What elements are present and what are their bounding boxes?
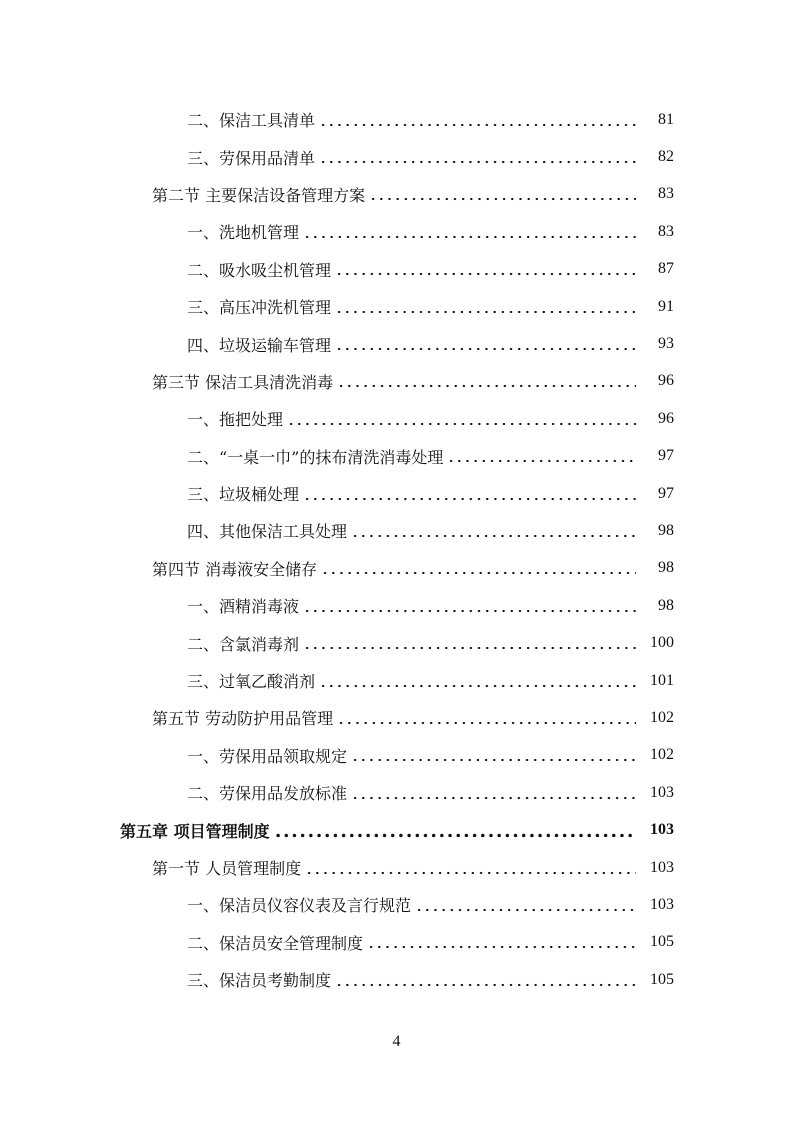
toc-entry-title: 一、酒精消毒液	[187, 597, 300, 617]
toc-entry-title: 第三节 保洁工具清洗消毒	[152, 372, 334, 392]
dot-leader	[351, 534, 636, 538]
dot-leader	[303, 497, 636, 501]
dot-leader	[319, 160, 636, 164]
dot-leader	[351, 758, 636, 762]
dot-leader	[319, 123, 636, 127]
toc-entry[interactable]	[0, 699, 793, 736]
toc-entry-page: 103	[650, 821, 674, 839]
toc-entry-page: 103	[650, 895, 674, 913]
toc-entry-title: 二、劳保用品发放标准	[187, 784, 348, 804]
page-number: 4	[392, 1033, 401, 1050]
dot-leader	[274, 833, 636, 838]
toc-entry[interactable]	[0, 811, 793, 848]
toc-entry-page: 91	[658, 297, 674, 315]
toc-entry-title: 二、保洁员安全管理制度	[187, 933, 364, 953]
toc-entry-page: 82	[658, 148, 674, 166]
toc-entry-page: 98	[658, 596, 674, 614]
toc-entry[interactable]	[0, 624, 793, 661]
dot-leader	[337, 721, 636, 725]
toc-entry-page: 83	[658, 185, 674, 203]
toc-entry-title: 四、垃圾运输车管理	[187, 335, 332, 355]
toc-entry-title: 三、保洁员考勤制度	[187, 971, 332, 991]
toc-entry[interactable]	[0, 138, 793, 175]
toc-entry[interactable]	[0, 363, 793, 400]
toc-entry[interactable]	[0, 512, 793, 549]
dot-leader	[303, 235, 636, 239]
toc-entry[interactable]	[0, 438, 793, 475]
toc-entry[interactable]	[0, 325, 793, 362]
toc-entry-title: 第二节 主要保洁设备管理方案	[152, 185, 366, 205]
toc-entry-title: 三、高压冲洗机管理	[187, 298, 332, 318]
toc-entry-page: 81	[658, 110, 674, 128]
dot-leader	[351, 796, 636, 800]
toc-entry[interactable]	[0, 961, 793, 998]
table-of-contents	[0, 101, 793, 998]
toc-entry[interactable]	[0, 475, 793, 512]
toc-entry-title: 第五节 劳动防护用品管理	[152, 709, 334, 729]
dot-leader	[367, 945, 636, 949]
toc-entry-title: 三、垃圾桶处理	[187, 485, 300, 505]
toc-entry[interactable]	[0, 400, 793, 437]
toc-entry[interactable]	[0, 924, 793, 961]
toc-entry-page: 98	[658, 521, 674, 539]
toc-entry-page: 102	[650, 708, 674, 726]
toc-entry-title: 第五章 项目管理制度	[120, 821, 270, 841]
toc-entry-page: 98	[658, 559, 674, 577]
toc-entry-title: 二、吸水吸尘机管理	[187, 260, 332, 280]
toc-entry[interactable]	[0, 587, 793, 624]
toc-entry-title: 第四节 消毒液安全储存	[152, 559, 318, 579]
toc-entry-page: 103	[650, 858, 674, 876]
dot-leader	[369, 197, 636, 201]
toc-entry-title: 第一节 人员管理制度	[152, 859, 302, 878]
toc-entry-title: 二、保洁工具清单	[187, 111, 316, 131]
dot-leader	[303, 646, 636, 650]
dot-leader	[335, 347, 636, 351]
toc-entry[interactable]	[0, 176, 793, 213]
toc-entry-page: 101	[650, 671, 674, 689]
toc-entry[interactable]	[0, 774, 793, 811]
toc-entry-page: 96	[658, 372, 674, 390]
toc-entry[interactable]	[0, 251, 793, 288]
toc-entry-page: 97	[658, 484, 674, 502]
toc-entry-title: 一、保洁员仪容仪表及言行规范	[187, 896, 412, 916]
toc-entry-title: 三、劳保用品清单	[187, 148, 316, 168]
dot-leader	[321, 571, 636, 575]
toc-entry-page: 102	[650, 746, 674, 764]
toc-entry-page: 103	[650, 783, 674, 801]
dot-leader	[303, 609, 636, 613]
dot-leader	[305, 871, 636, 875]
toc-entry-title: 二、含氯消毒剂	[187, 634, 300, 654]
dot-leader	[337, 384, 636, 388]
toc-entry-page: 105	[650, 933, 674, 951]
toc-entry-page: 93	[658, 335, 674, 353]
toc-entry[interactable]	[0, 886, 793, 923]
toc-entry[interactable]	[0, 849, 793, 886]
toc-entry[interactable]	[0, 101, 793, 138]
toc-entry-page: 97	[658, 447, 674, 465]
dot-leader	[447, 459, 636, 463]
toc-entry[interactable]	[0, 213, 793, 250]
toc-entry[interactable]	[0, 288, 793, 325]
toc-entry-title: 一、洗地机管理	[187, 223, 300, 243]
toc-entry-title: 二、“一桌一巾”的抹布清洗消毒处理	[187, 447, 444, 467]
toc-entry-title: 一、劳保用品领取规定	[187, 746, 348, 766]
toc-entry[interactable]	[0, 550, 793, 587]
dot-leader	[319, 684, 636, 688]
toc-entry[interactable]	[0, 662, 793, 699]
dot-leader	[287, 422, 636, 426]
toc-entry-page: 100	[650, 634, 674, 652]
dot-leader	[335, 983, 636, 987]
dot-leader	[335, 310, 636, 314]
dot-leader	[415, 908, 636, 912]
toc-entry[interactable]	[0, 737, 793, 774]
toc-entry-page: 83	[658, 222, 674, 240]
toc-entry-title: 四、其他保洁工具处理	[187, 522, 348, 542]
toc-entry-title: 一、拖把处理	[187, 410, 284, 430]
toc-entry-page: 105	[650, 970, 674, 988]
toc-entry-title: 三、过氧乙酸消剂	[187, 672, 316, 692]
toc-entry-page: 96	[658, 409, 674, 427]
toc-entry-page: 87	[658, 260, 674, 278]
dot-leader	[335, 272, 636, 276]
